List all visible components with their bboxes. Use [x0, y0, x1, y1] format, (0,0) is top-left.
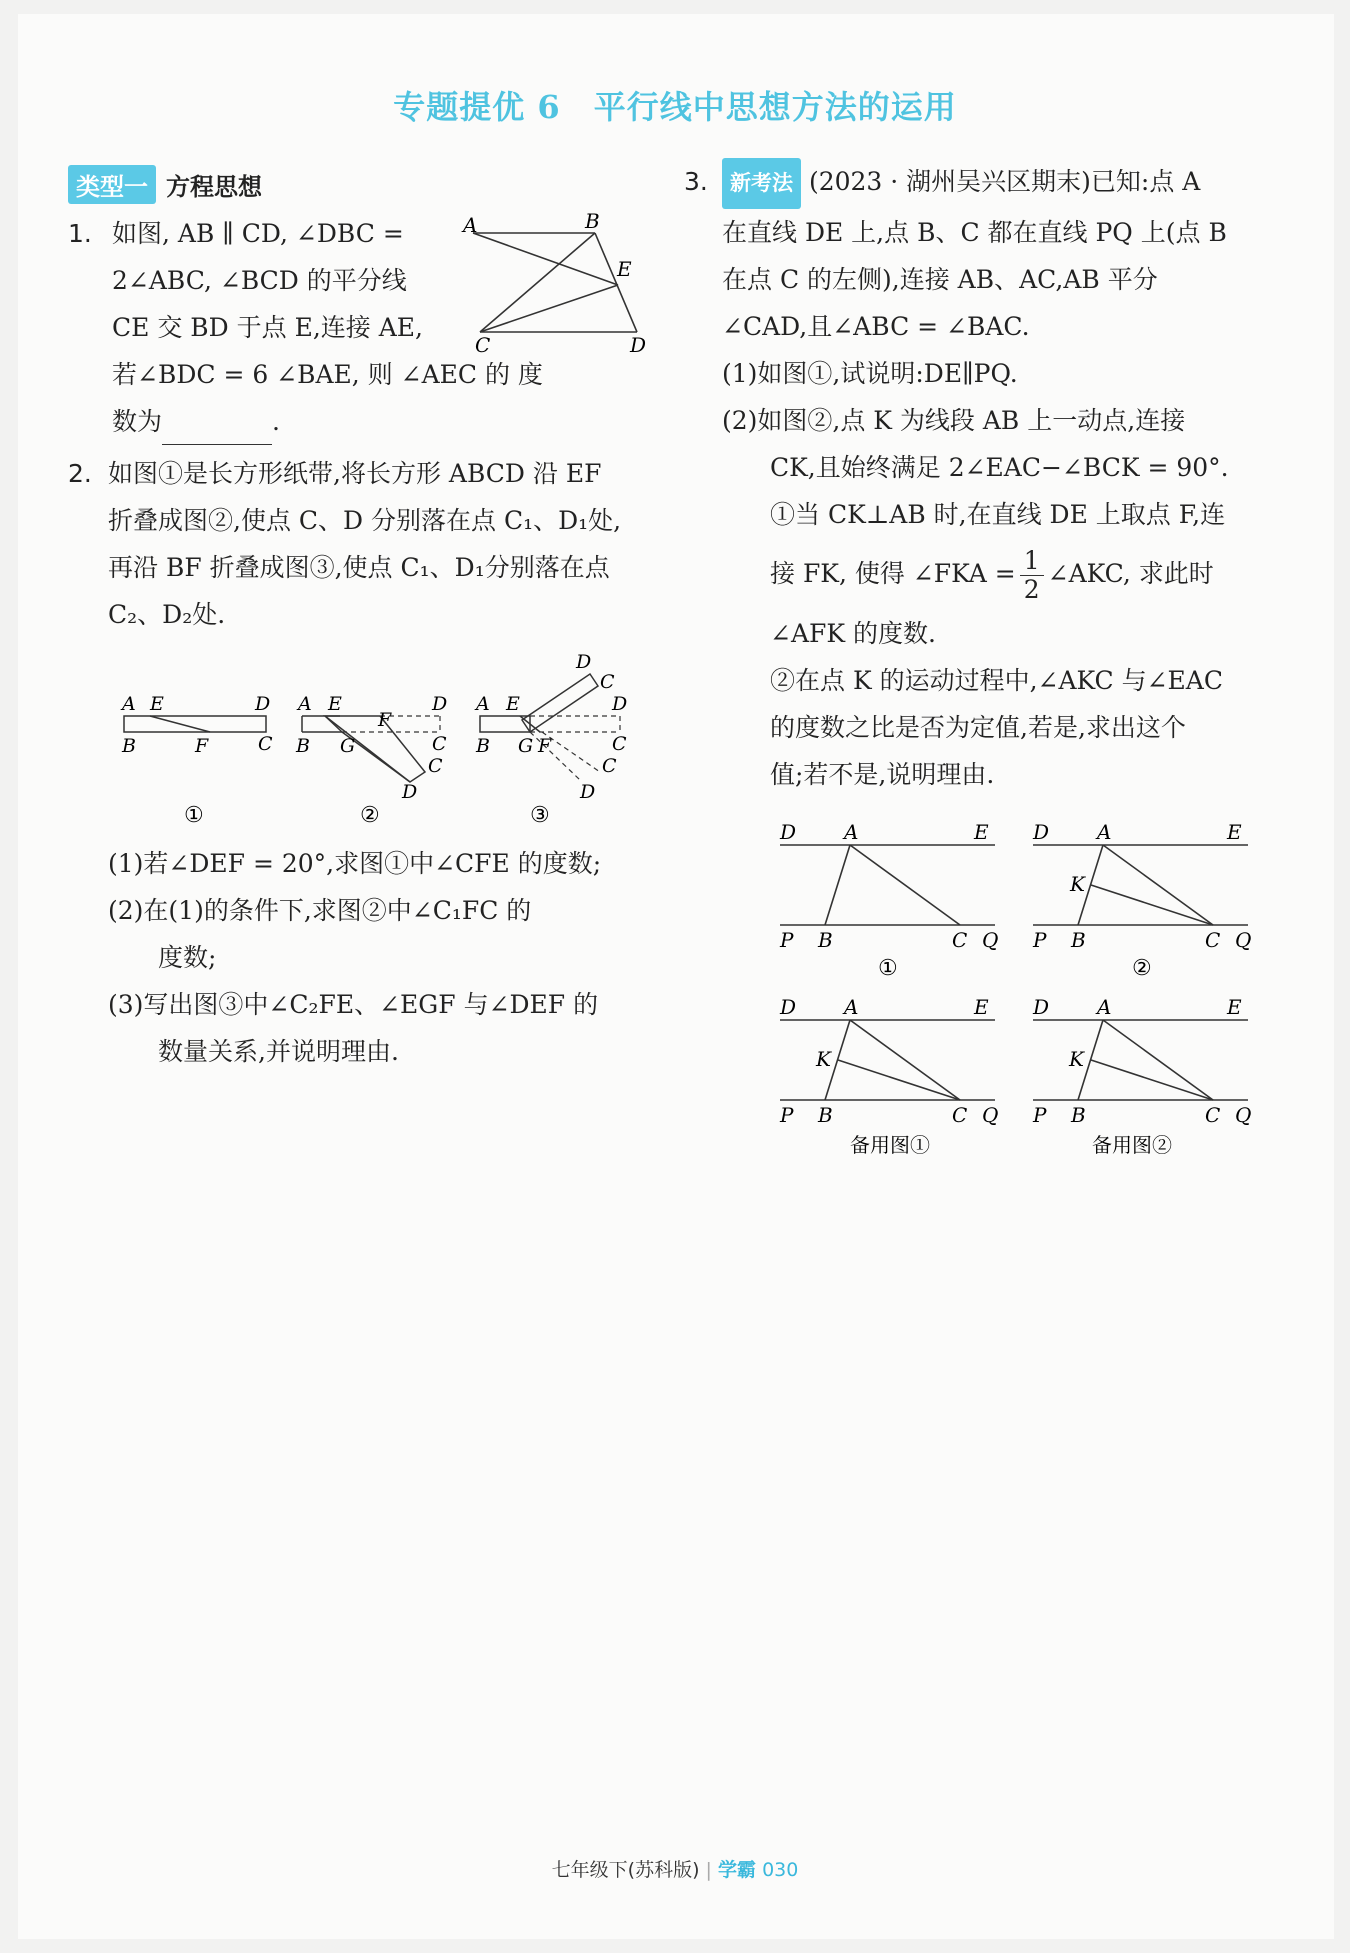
svg-text:Q: Q [1235, 1103, 1252, 1127]
q3-line: (1)如图①,试说明:DE∥PQ. [722, 359, 1018, 388]
section-label: 方程思想 [166, 173, 262, 201]
svg-text:K: K [1070, 872, 1085, 896]
svg-text:P: P [780, 928, 794, 952]
svg-text:B: B [1071, 928, 1086, 952]
svg-text:Q: Q [982, 928, 999, 952]
new-method-badge: 新考法 [722, 158, 801, 209]
svg-text:B: B [818, 1103, 833, 1127]
brand-name: 学霸 [718, 1859, 757, 1881]
svg-text:A: A [1097, 820, 1112, 844]
svg-text:D: D [612, 693, 628, 715]
svg-text:G: G [518, 735, 534, 757]
q3-fraction-line: 接 FK, 使得 ∠FKA = $\frac{1}{2}$ ∠AKC, 求此时 [770, 546, 1214, 604]
svg-text:E: E [617, 257, 632, 281]
svg-text:F: F [538, 735, 552, 757]
svg-text:E: E [150, 693, 164, 715]
svg-text:C: C [952, 928, 968, 952]
q3-text [722, 158, 1277, 798]
q3-line: 在点 C 的左侧),连接 AB、AC,AB 平分 [722, 265, 1158, 294]
section-badge: 类型一 [68, 165, 156, 204]
svg-text:D: D [580, 781, 596, 803]
q2-fig-caption: ③ [530, 803, 550, 828]
page-footer [0, 1855, 1350, 1882]
q1-line: CE 交 BD 于点 E,连接 AE, [112, 313, 423, 342]
q1-text [112, 210, 442, 351]
q2-text [108, 450, 668, 638]
svg-text:G: G [340, 735, 356, 757]
q2-line: 如图①是长方形纸带,将长方形 ABCD 沿 EF [108, 459, 602, 488]
q3-fig-caption: ① [878, 956, 898, 981]
q1-line: 如图, AB ∥ CD, ∠DBC = [112, 219, 404, 248]
svg-text:C: C [258, 733, 273, 755]
svg-text:P: P [1033, 1103, 1047, 1127]
q2-line: 再沿 BF 折叠成图③,使点 C₁、D₁分别落在点 [108, 553, 610, 582]
svg-text:D: D [402, 781, 418, 803]
svg-text:C: C [428, 755, 443, 777]
q2-part: (1)若∠DEF = 20°,求图①中∠CFE 的度数; [108, 849, 602, 878]
svg-text:B: B [1071, 1103, 1086, 1127]
q1-diagram [455, 210, 655, 355]
svg-text:D: D [780, 820, 797, 844]
svg-text:C: C [1205, 1103, 1221, 1127]
svg-text:A: A [122, 693, 136, 715]
svg-text:D: D [1033, 820, 1050, 844]
svg-text:C: C [952, 1103, 968, 1127]
svg-text:P: P [1033, 928, 1047, 952]
q3-line: ∠CAD,且∠ABC = ∠BAC. [722, 312, 1030, 341]
q2-number: 2. [68, 459, 92, 488]
svg-text:E: E [974, 995, 989, 1019]
fraction: $\frac{1}{2}$ [1020, 547, 1044, 604]
svg-text:E: E [506, 693, 520, 715]
q3-fig-caption: 备用图② [1092, 1133, 1172, 1157]
svg-text:K: K [816, 1047, 831, 1071]
q3-line: ②在点 K 的运动过程中,∠AKC 与∠EAC [770, 666, 1223, 695]
q3-line: 值;若不是,说明理由. [770, 760, 995, 789]
svg-text:E: E [1227, 995, 1242, 1019]
q2-fig-caption: ① [184, 803, 204, 828]
svg-text:C: C [475, 333, 491, 355]
q2-part: (2)在(1)的条件下,求图②中∠C₁FC 的 [108, 896, 532, 925]
svg-text:F: F [378, 709, 392, 731]
svg-text:A: A [1097, 995, 1112, 1019]
footer-separator: | [705, 1859, 712, 1881]
section-header [68, 165, 262, 204]
svg-text:C: C [612, 733, 627, 755]
q2-parts [108, 840, 668, 1075]
q1-line: 2∠ABC, ∠BCD 的平分线 [112, 266, 407, 295]
q3-line: ①当 CK⊥AB 时,在直线 DE 上取点 F,连 [770, 500, 1226, 529]
book-name: 七年级下(苏科版) [551, 1859, 700, 1881]
q3-number: 3. [684, 167, 708, 196]
q2-part: 数量关系,并说明理由. [158, 1037, 399, 1066]
svg-text:B: B [585, 210, 600, 233]
svg-text:B: B [818, 928, 833, 952]
q2-part: (3)写出图③中∠C₂FE、∠EGF 与∠DEF 的 [108, 990, 599, 1019]
svg-text:C: C [432, 733, 447, 755]
q1-answer-line: 数为 . [112, 398, 652, 445]
svg-text:D: D [630, 333, 647, 355]
svg-text:A: A [298, 693, 312, 715]
q3-line: 在直线 DE 上,点 B、C 都在直线 PQ 上(点 B [722, 218, 1227, 247]
q3-line-first: 新考法 (2023 · 湖州吴兴区期末)已知:点 A [722, 158, 1277, 209]
q2-line: 折叠成图②,使点 C、D 分别落在点 C₁、D₁处, [108, 506, 622, 535]
svg-text:D: D [780, 995, 797, 1019]
svg-text:P: P [780, 1103, 794, 1127]
svg-text:A: A [844, 995, 859, 1019]
q1-number: 1. [68, 219, 92, 248]
svg-text:E: E [974, 820, 989, 844]
svg-text:F: F [195, 735, 209, 757]
q2-line: C₂、D₂处. [108, 600, 226, 629]
q3-fig-caption: 备用图① [850, 1133, 930, 1157]
svg-text:D: D [255, 693, 271, 715]
svg-text:C: C [1205, 928, 1221, 952]
svg-text:E: E [1227, 820, 1242, 844]
page-number: 030 [762, 1859, 799, 1881]
q3-fig-caption: ② [1132, 956, 1152, 981]
svg-text:D: D [576, 651, 592, 673]
q2-part: 度数; [158, 943, 217, 972]
svg-text:E: E [328, 693, 342, 715]
svg-text:B: B [476, 735, 490, 757]
svg-text:A: A [463, 213, 478, 237]
svg-text:K: K [1069, 1047, 1084, 1071]
q3-line: 的度数之比是否为定值,若是,求出这个 [770, 713, 1186, 742]
svg-text:D: D [432, 693, 448, 715]
svg-text:A: A [844, 820, 859, 844]
q3-line: CK,且始终满足 2∠EAC−∠BCK = 90°. [770, 453, 1229, 482]
svg-text:Q: Q [1235, 928, 1252, 952]
svg-text:Q: Q [982, 1103, 999, 1127]
q2-figures [110, 650, 650, 830]
q3-line: (2)如图②,点 K 为线段 AB 上一动点,连接 [722, 406, 1186, 435]
q3-line: ∠AFK 的度数. [770, 619, 936, 648]
svg-text:C: C [602, 755, 617, 777]
q3-figures [770, 815, 1270, 1175]
q2-fig-caption: ② [360, 803, 380, 828]
svg-text:B: B [296, 735, 310, 757]
svg-text:B: B [122, 735, 136, 757]
q1-text-cont [112, 351, 652, 445]
page-title: 专题提优 6 平行线中思想方法的运用 [393, 88, 957, 126]
svg-text:C: C [600, 671, 615, 693]
q1-line: 若∠BDC = 6 ∠BAE, 则 ∠AEC 的 度 [112, 360, 543, 389]
answer-blank[interactable] [162, 414, 272, 445]
svg-text:A: A [476, 693, 490, 715]
svg-text:D: D [1033, 995, 1050, 1019]
